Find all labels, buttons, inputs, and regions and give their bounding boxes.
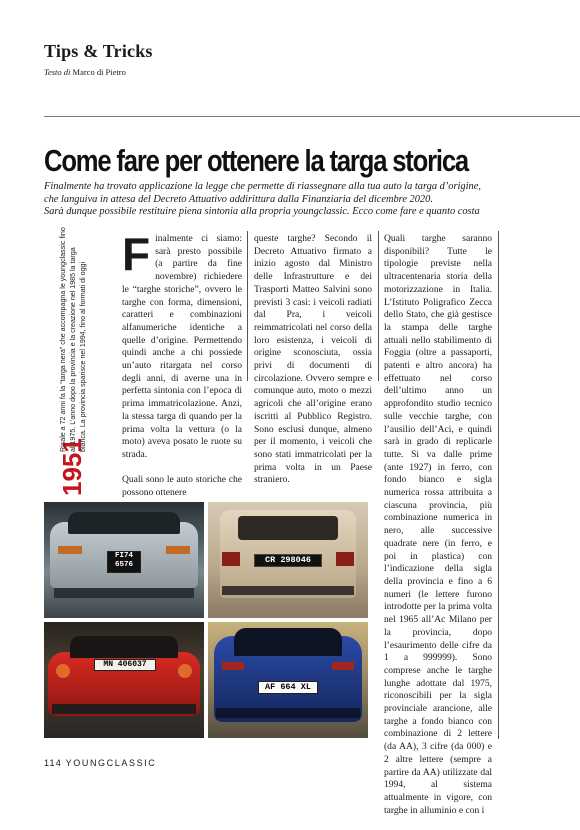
lead-line-1: Finalmente ha trovato applicazione la legge che permette di riassegnare alla tua auto la targa d’origine,: [44, 181, 481, 192]
byline-author: Marco di Pietro: [72, 67, 126, 77]
tail-light: [332, 662, 354, 670]
page-number: 114: [44, 758, 62, 768]
article-column-3: [384, 233, 492, 830]
article-column-1: [122, 228, 242, 512]
article-column-2: [254, 233, 372, 500]
plate-line-2: 6576: [114, 561, 133, 569]
magazine-brand: YOUNGCLASSIC: [65, 758, 157, 768]
section-title: Tips & Tricks: [44, 41, 153, 61]
tail-light: [222, 662, 244, 670]
license-plate: AF 664 XL: [258, 681, 318, 694]
byline-prefix: Testo di: [44, 67, 71, 77]
car-photo-beige: [208, 502, 368, 618]
bumper: [222, 586, 354, 595]
drop-cap: F: [122, 228, 151, 280]
car-window: [70, 636, 178, 658]
lead-line-3: Sarà dunque possibile restituire piena sintonia alla propria youngclassic. Ecco come fare e quanto costa: [44, 206, 480, 218]
tail-light: [178, 664, 192, 678]
article-title: Come fare per ottenere la targa storica: [44, 144, 469, 178]
column-divider: [498, 231, 499, 739]
bumper: [54, 588, 194, 598]
tail-light: [58, 546, 82, 554]
car-window: [238, 516, 338, 540]
bumper: [216, 708, 360, 718]
car-window: [68, 512, 180, 534]
lead-line-2: che languiva in attesa del Decreto Attuativo addirittura dalla Finanziaria del dicembre 2020.: [44, 193, 433, 205]
tail-light: [222, 552, 240, 566]
column-2-paragraph-1: queste targhe? Secondo il Decreto Attuativo firmato a inizio agosto dal Ministro delle Infrastrutture e dei Trasporti Matteo Salvini sono previsti 3 casi: i veicoli radiati dal Pra, i veicoli reimmatricolati nel corso della loro esistenza, i veicoli di origine sconosciuta, ossia privi di documenti di circolazione. Ovvero sempre e comunque auto, moto o mezzi agricoli che all’origine erano iscritti al Pubblico Registro. Sono esclusi dunque, almeno per il momento, i veicoli che sono stati immatricolati per la prima volta in un Paese straniero.: [254, 233, 372, 486]
column-1-paragraph-2: Quali sono le auto storiche che possono ottenere: [122, 474, 242, 499]
column-divider: [378, 231, 379, 381]
car-photo-red: [44, 622, 204, 738]
tail-light: [56, 664, 70, 678]
caption-year: 1951: [57, 438, 87, 496]
header-divider: [44, 116, 580, 117]
page-footer: [44, 758, 156, 768]
plate-line-1: FI74: [114, 552, 133, 560]
license-plate: MN 406037: [94, 659, 156, 671]
column-1-paragraph-1: inalmente ci siamo: sarà presto possibile (a partire da fine novembre) richiedere le “targhe storiche”, ovvero le targhe con forma, dimensioni, caratteri e combinazioni alfanumeriche identiche a quelle d’origine. Permettendo quindi anche a chi possiede un’auto ritargata nel corso degli anni, di averne una in perfetta sintonia con l’epoca di prima immatricolazione. Anzi, la stessa targa di quando per la prima volta la vettura (o la moto) aveva posato le ruote su strada.: [122, 233, 242, 460]
caption-text: Risale a 72 anni fa la “targa nera” che accompagna le youngclassic fino al 1975. L’anno dopo la provincia e la creazione nel 1985 la targa bianca. La provincia sparisce nel 1994, fino al formati di oggi: [59, 227, 87, 452]
license-plate: [107, 551, 141, 573]
photo-caption: [58, 226, 102, 496]
bumper: [52, 704, 196, 714]
column-3-paragraph-1: Quali targhe saranno disponibili? Tutte le tipologie previste nella ultracentenaria storia della motorizzazione in Italia. L’Istituto Poligrafico Zecca dello Stato, che già gestisce la stampa delle targhe attuali nello stabilimento di Foggia (oltre a passaporti, patenti e altro ancora) ha effettuato nel corso dell’ultimo anno un approfondito studio tecnico sulle vecchie targhe, con l’ausilio dell’Aci, e quindi sarà in grado di replicarle tutte. Si va dalle prime (ante 1927) in ferro, con fondo bianco e sigla numerica rossa attribuita a ciascuna provincia, più combinazione numerica in nero, alle successive quadrate nere (in ferro, e poi in plastica) con l’indicazione della sigla della provincia e fino a 6 numeri (le lettere furono introdotte per la prima volta nel 1965 all’Ac Milano per la provincia, dopo l’esaurimento delle cifre da 1 a 999999). Sono comprese anche le targhe lunghe adottate dal 1975, riconoscibili per la sigla provinciale arancione, alle targhe a fondo bianco con combinazione di 2 lettere (da AA), 3 cifre (da 000) e 2 altre lettere (sempre a partire da AA) utilizzate dal 1994, al sistema attualmente in vigore, con targhe in alluminio e con i: [384, 233, 492, 816]
car-photo-blue: [208, 622, 368, 738]
car-window: [234, 628, 342, 656]
byline: [44, 67, 126, 77]
article-lead: [44, 181, 564, 219]
tail-light: [336, 552, 354, 566]
car-photo-silver: [44, 502, 204, 618]
license-plate: CR 298046: [254, 554, 322, 567]
column-divider: [247, 231, 248, 381]
tail-light: [166, 546, 190, 554]
